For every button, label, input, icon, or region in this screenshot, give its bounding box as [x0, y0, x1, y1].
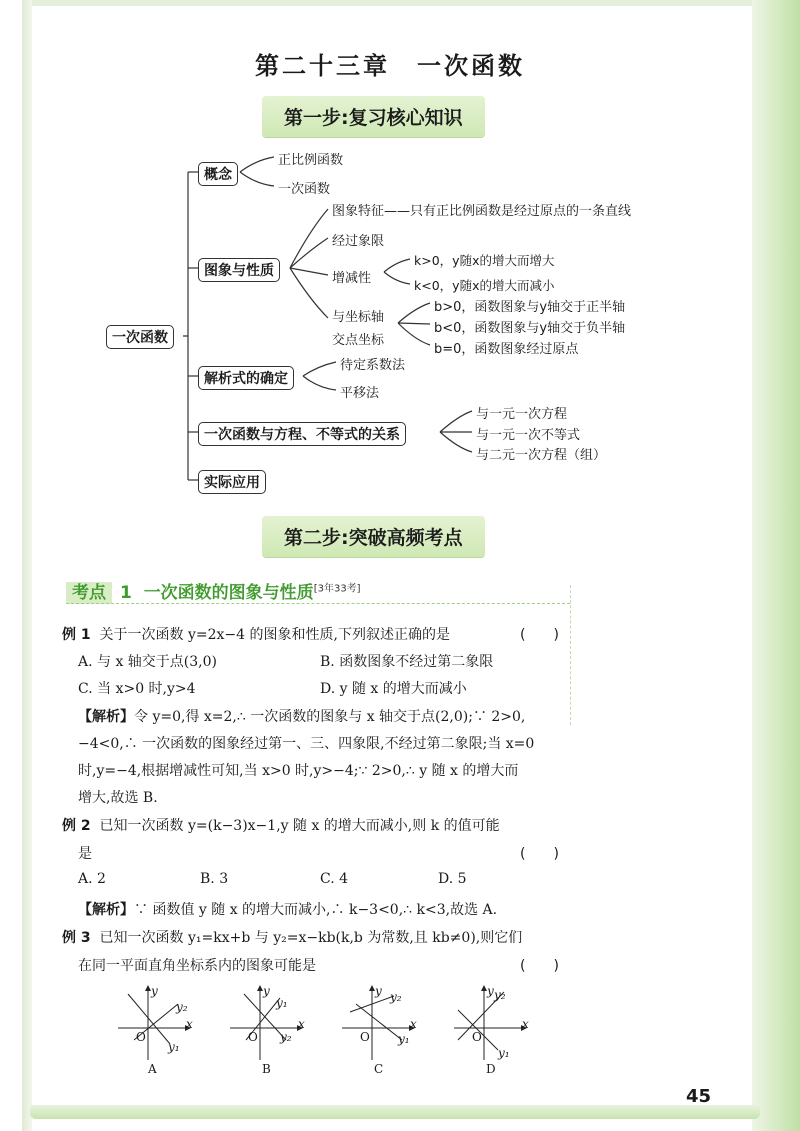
ex3-stem-cont: 在同一平面直角坐标系内的图象可能是 [78, 958, 316, 974]
kaodian-title: 一次函数的图象与性质 [143, 583, 314, 603]
ex2-analysis-text: ∵ 函数值 y 随 x 的增大而减小,∴ k−3<0,∴ k<3,故选 A. [134, 902, 498, 918]
ex2-stem-text: 已知一次函数 y=(k−3)x−1,y 随 x 的增大而减小,则 k 的值可能 [99, 818, 500, 834]
ex1-option-b: B. 函数图象不经过第二象限 [320, 654, 494, 670]
graph-b-letter: B [262, 1062, 271, 1076]
ex1-option-a: A. 与 x 轴交于点(3,0) [78, 654, 217, 670]
chapter-title: 第二十三章 一次函数 [255, 52, 525, 80]
ex2-option-a: A. 2 [78, 871, 106, 887]
mindmap-expr-item: 待定系数法 [340, 358, 406, 373]
mindmap-graph-axis: 交点坐标 [332, 333, 385, 348]
ex1-analysis-line: 时,y=−4,根据增减性可知,当 x>0 时,y>−4;∵ 2>0,∴ y 随 x 的增大而 [78, 763, 519, 779]
graph-d-origin: O [472, 1030, 482, 1044]
ex1-stem-text: 关于一次函数 y=2x−4 的图象和性质,下列叙述正确的是 [99, 627, 450, 643]
mindmap-mono-item: k<0，y随x的增大而减小 [414, 278, 555, 293]
graph-c-l1: y₁ [398, 1032, 410, 1046]
ex3-label: 例 3 [62, 930, 91, 946]
ex2-option-b: B. 3 [200, 871, 229, 887]
kaodian-num: 1 [120, 583, 132, 603]
graph-c-y-label: y [375, 984, 382, 998]
graph-c-x-label: x [410, 1017, 417, 1031]
mindmap-relation: 一次函数与方程、不等式的关系 [198, 422, 406, 446]
graph-a-l2: y₂ [176, 1000, 188, 1014]
graph-a-l1: y₁ [168, 1040, 180, 1054]
ex1-analysis-line: 增大,故选 B. [78, 790, 158, 806]
mindmap-expr: 解析式的确定 [198, 366, 294, 390]
mindmap-mono-item: k>0，y随x的增大而增大 [414, 253, 555, 268]
graph-a-letter: A [148, 1062, 157, 1076]
graph-b-y-label: y [263, 984, 270, 998]
graph-d-y-label: y [487, 984, 494, 998]
step2-banner: 第二步:突破高频考点 [262, 516, 485, 557]
graph-c-letter: C [374, 1062, 384, 1076]
mindmap-relation-item: 与一元一次不等式 [476, 428, 581, 443]
graph-b-l2: y₂ [280, 1030, 292, 1044]
mindmap-graph-axis: 与坐标轴 [332, 310, 385, 325]
graph-a-x-label: x [186, 1017, 193, 1031]
ex2-option-c: C. 4 [320, 871, 349, 887]
graph-a-y-label: y [151, 984, 158, 998]
mindmap-relation-item: 与二元一次方程（组） [476, 448, 607, 463]
graph-c-l2: y₂ [390, 990, 402, 1004]
graph-b-l1: y₁ [276, 996, 288, 1010]
graph-c-origin: O [360, 1030, 370, 1044]
ex3-answer-paren: ( ) [520, 958, 559, 974]
kaodian-sup: [3年33考] [313, 583, 361, 595]
mindmap-relation-item: 与一元一次方程 [476, 407, 568, 422]
graph-d-l2: y₂ [494, 988, 506, 1002]
mindmap-graph-quadrant: 经过象限 [332, 234, 385, 249]
ex1-option-d: D. y 随 x 的增大而减小 [320, 681, 467, 697]
graph-d-l1: y₁ [498, 1046, 510, 1060]
kaodian-tag: 考点 [66, 582, 112, 604]
ex2-jiexi-tag: 【解析】 [78, 902, 134, 918]
mindmap-axis-item: b=0，函数图象经过原点 [434, 342, 579, 357]
mindmap-axis-item: b<0，函数图象与y轴交于负半轴 [434, 321, 626, 336]
graph-b-origin: O [248, 1030, 258, 1044]
graph-d-x-label: x [522, 1017, 529, 1031]
ex1-jiexi-tag: 【解析】 [78, 709, 134, 725]
mindmap-root: 一次函数 [106, 325, 174, 349]
graph-d-letter: D [486, 1062, 496, 1076]
graph-a-origin: O [136, 1030, 146, 1044]
ex1-label: 例 1 [62, 627, 91, 643]
ex2-answer-paren: ( ) [520, 846, 559, 862]
page-number: 45 [686, 1086, 712, 1107]
ex1-analysis-line: −4<0,∴ 一次函数的图象经过第一、三、四象限,不经过第二象限;当 x=0 [78, 736, 535, 752]
mindmap-graph: 图象与性质 [198, 258, 280, 282]
ex1-answer-paren: ( ) [520, 627, 559, 643]
mindmap-concept-item: 正比例函数 [278, 153, 344, 168]
mindmap-concept: 概念 [198, 162, 238, 186]
ex3-stem-text: 已知一次函数 y₁=kx+b 与 y₂=x−kb(k,b 为常数,且 kb≠0),则它们 [99, 930, 523, 946]
ex1-option-c: C. 当 x>0 时,y>4 [78, 681, 196, 697]
mindmap-apply: 实际应用 [198, 470, 266, 494]
ex2-label: 例 2 [62, 818, 91, 834]
mindmap-graph-feature: 图象特征——只有正比例函数是经过原点的一条直线 [332, 204, 632, 219]
ex1-analysis-text: 令 y=0,得 x=2,∴ 一次函数的图象与 x 轴交于点(2,0);∵ 2>0, [134, 709, 526, 725]
ex2-option-d: D. 5 [438, 871, 467, 887]
graph-a-line-y1 [128, 994, 170, 1044]
mindmap-graph-mono: 增减性 [332, 271, 372, 286]
mindmap-axis-item: b>0，函数图象与y轴交于正半轴 [434, 300, 626, 315]
graph-b-x-label: x [298, 1017, 305, 1031]
ex2-stem-cont: 是 [78, 846, 92, 862]
mindmap-concept-item: 一次函数 [278, 182, 331, 197]
step1-banner: 第一步:复习核心知识 [262, 96, 485, 137]
mindmap-expr-item: 平移法 [340, 386, 380, 401]
